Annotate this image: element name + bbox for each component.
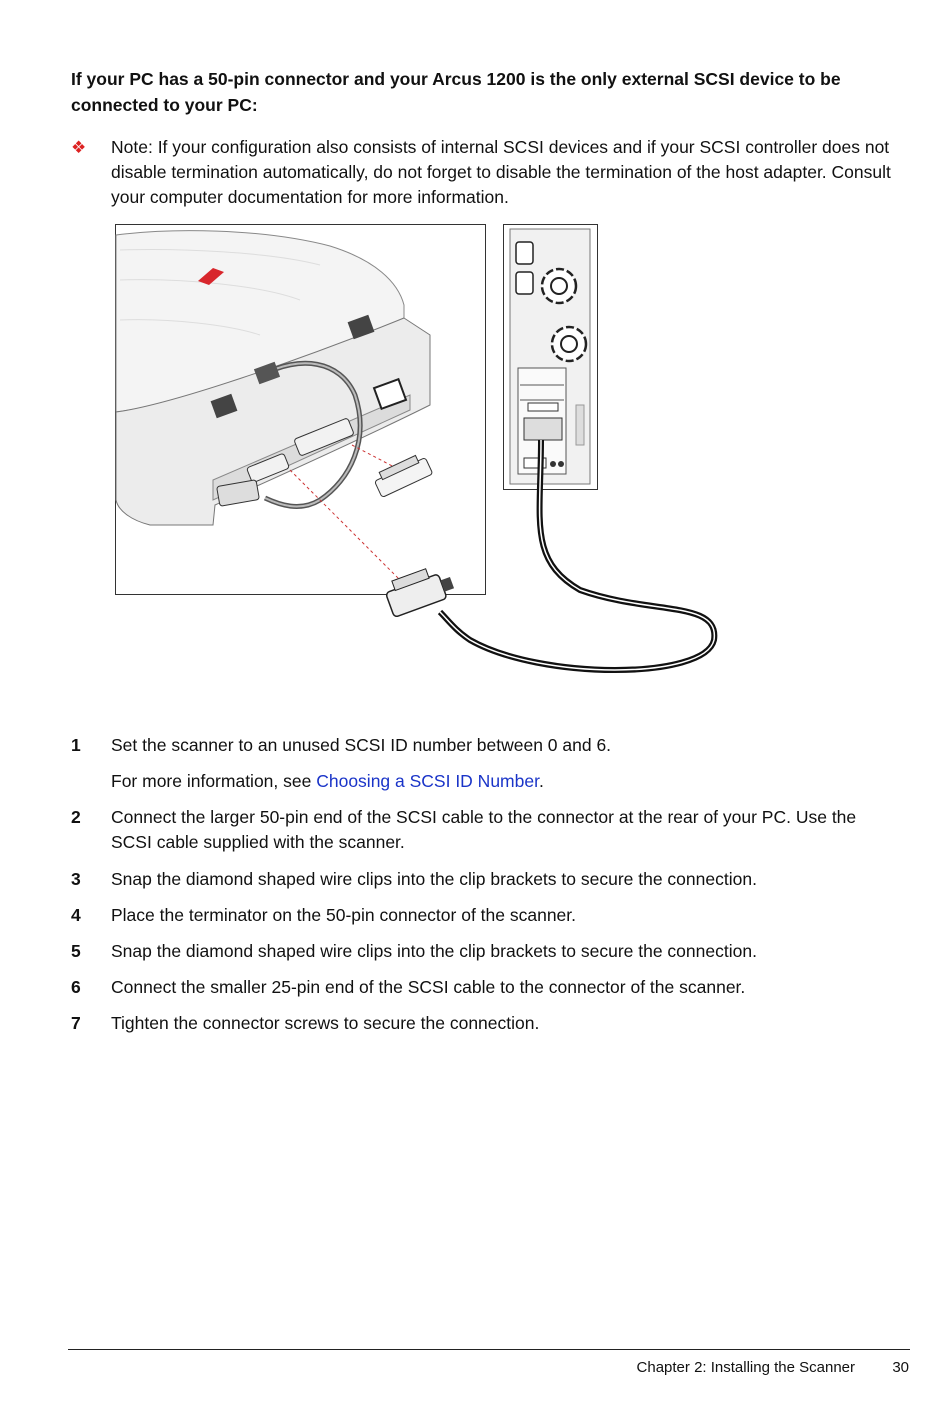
pc-fan-icon-bottom — [552, 327, 586, 361]
step-number: 6 — [71, 977, 81, 997]
section-heading: If your PC has a 50-pin connector and your Arcus 1200 is the only external SCSI device to be connected to your PC: — [71, 69, 841, 115]
step-text: Tighten the connector screws to secure the connection. — [111, 1013, 540, 1033]
footer-chapter-title: Chapter 2: Installing the Scanner — [636, 1359, 855, 1376]
step-text — [111, 769, 901, 794]
step-number: 2 — [71, 807, 81, 827]
step-number: 4 — [71, 905, 81, 925]
choosing-scsi-id-link[interactable]: Choosing a SCSI ID Number — [316, 771, 539, 791]
step-text: Set the scanner to an unused SCSI ID number between 0 and 6. — [111, 735, 612, 755]
note-text: Note: If your configuration also consists of internal SCSI devices and if your SCSI controller does not disable termination automatically, do not forget to disable the termination of the host adapter. Consult your computer documentation for more information. — [111, 137, 891, 207]
step-text: Place the terminator on the 50-pin connector of the scanner. — [111, 905, 577, 925]
more-info-suffix: . — [538, 771, 544, 791]
step-number: 7 — [71, 1013, 81, 1033]
pc-fan-icon-top — [542, 269, 576, 303]
step-text: Connect the larger 50-pin end of the SCSI cable to the connector at the rear of your PC. Use the SCSI cable supplied with the scanner. — [111, 807, 857, 852]
step-text: Connect the smaller 25-pin end of the SCSI cable to the connector of the scanner. — [111, 977, 746, 997]
step-number: 1 — [71, 735, 81, 755]
footer-page-number: 30 — [892, 1359, 909, 1376]
step-text: Snap the diamond shaped wire clips into the clip brackets to secure the connection. — [111, 941, 757, 961]
step-number: 3 — [71, 869, 81, 889]
step-text: Snap the diamond shaped wire clips into the clip brackets to secure the connection. — [111, 869, 757, 889]
red-diamond-bullet-icon: ❖ — [71, 138, 87, 157]
footer-divider — [68, 1349, 910, 1350]
step-number: 5 — [71, 941, 81, 961]
pc-50pin-connector — [524, 418, 562, 440]
more-info-prefix: For more information, see — [111, 771, 317, 791]
